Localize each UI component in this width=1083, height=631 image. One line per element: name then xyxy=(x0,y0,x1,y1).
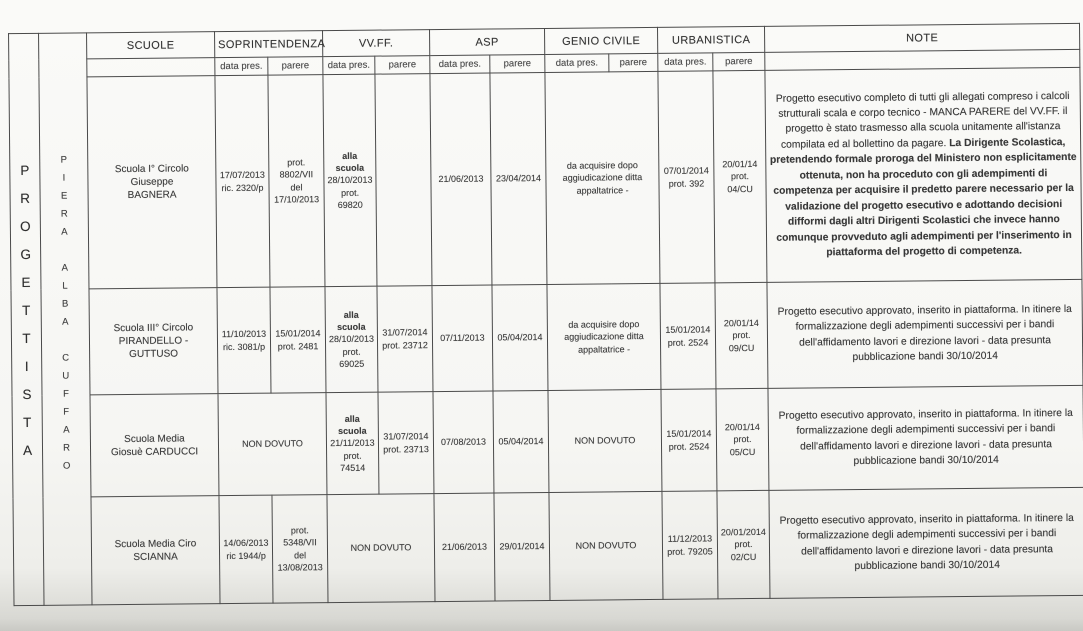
cell-vvff-data-pres: alla scuola 21/11/2013 prot. 74514 xyxy=(326,392,379,494)
header-urbanistica: URBANISTICA xyxy=(657,26,764,53)
cell-sopr-parere: 15/01/2014 prot. 2481 xyxy=(270,287,326,394)
cell-asp-parere: 23/04/2014 xyxy=(490,72,547,285)
table-row xyxy=(11,279,1083,395)
cell-vvff-data-pres: alla scuola 28/10/2013 prot. 69025 xyxy=(325,286,378,392)
cell-vvff-parere: 31/07/2014 prot. 23713 xyxy=(378,392,434,495)
header-genio-civile: GENIO CIVILE xyxy=(545,27,658,54)
cell-urb-parere: 20/01/14 prot. 09/CU xyxy=(715,282,768,388)
cell-genio-civile: da acquisire dopo aggiudicazione ditta appaltatrice - xyxy=(545,71,660,284)
subheader-sopr-data-pres: data pres. xyxy=(215,57,268,76)
cell-asp-data-pres: 07/08/2013 xyxy=(433,391,494,494)
alla-scuola-label: alla scuola xyxy=(337,309,366,333)
cell-genio-civile: da acquisire dopo aggiudicazione ditta appaltatrice - xyxy=(547,283,661,390)
header-vvff: VV.FF. xyxy=(323,30,430,57)
cell-vvff-data-pres: alla scuola 28/10/2013 prot. 69820 xyxy=(323,74,377,286)
header-soprintendenza: SOPRINTENDENZA xyxy=(215,31,323,58)
subheader-genio-data-pres: data pres. xyxy=(545,54,609,73)
cell-school: Scuola I° Circolo Giuseppe BAGNERA xyxy=(87,76,217,289)
cell-sopr-data-pres: 17/07/2013 ric. 2320/p xyxy=(215,75,270,287)
scanned-approvals-table xyxy=(8,23,1083,606)
subheader-asp-parere: parere xyxy=(490,54,545,73)
subheader-vvff-parere: parere xyxy=(375,56,430,75)
cell-sopr-parere: prot. 8802/VII del 17/10/2013 xyxy=(268,75,325,288)
cell-sopr-data-pres: 14/06/2013 ric 1944/p xyxy=(219,495,273,604)
subheader-urb-parere: parere xyxy=(713,52,765,70)
subheader-asp-data-pres: data pres. xyxy=(430,55,490,74)
cell-asp-parere: 05/04/2014 xyxy=(492,284,548,391)
header-note: NOTE xyxy=(765,23,1080,52)
cell-soprintendenza: NON DOVUTO xyxy=(218,393,327,496)
cell-sopr-parere: prot. 5348/VII del 13/08/2013 xyxy=(272,495,328,604)
cell-vvff: NON DOVUTO xyxy=(327,494,435,603)
table-row xyxy=(9,67,1082,289)
table-row xyxy=(12,385,1083,497)
cell-urb-parere: 20/01/14 prot. 05/CU xyxy=(716,388,769,490)
cell-note: Progetto esecutivo completo di tutti gli allegati compreso i calcoli strutturali scala e corpo tecnico - MANCA PARERE del VV.FF. il progetto è stato trasmesso alla scuola unitamente all'istanza compilata ed al bollettino da pagare. La Dirigente Scolastica, pretendendo formale proroga del Ministero non esplicitamente ottenuta, non ha proceduto con gli adempimenti di competenza per acquisire il predetto parere necessario per la validazione del progetto esecutivo e adottando decisioni difformi dagli altri Dirigenti Scolastici che invece hanno comunque provveduto agli adempimenti per l'inserimento in piattaforma del progetto di competenza. xyxy=(765,67,1082,282)
alla-scuola-label: alla scuola xyxy=(335,150,365,174)
alla-scuola-label: alla scuola xyxy=(338,413,367,437)
cell-school: Scuola III° Circolo PIRANDELLO - GUTTUSO xyxy=(89,288,218,395)
cell-vvff-parere: 31/07/2014 prot. 23712 xyxy=(377,286,433,393)
subheader-empty-scuole xyxy=(87,58,215,77)
cell-sopr-data-pres: 11/10/2013 ric. 3081/p xyxy=(217,287,271,394)
cell-urb-data-pres: 15/01/2014 prot. 2524 xyxy=(661,389,717,492)
header-asp: ASP xyxy=(430,28,545,55)
cell-asp-data-pres: 07/11/2013 xyxy=(432,285,493,392)
cell-genio-civile: NON DOVUTO xyxy=(548,389,662,492)
cell-urb-data-pres: 15/01/2014 prot. 2524 xyxy=(660,283,716,390)
cell-school: Scuola Media Giosuè CARDUCCI xyxy=(90,394,219,497)
cell-asp-data-pres: 21/06/2013 xyxy=(430,73,492,286)
cell-vvff-parere xyxy=(375,74,432,287)
cell-school: Scuola Media Ciro SCIANNA xyxy=(91,496,220,605)
designer-name-column xyxy=(39,33,92,605)
cell-asp-data-pres: 21/06/2013 xyxy=(434,493,495,602)
cell-note: Progetto esecutivo approvato, inserito in piattaforma. In itinere la formalizzazione degli adempimenti successivi per i bandi dell'affidamento lavori e direzione lavori - data presunta pubblicazione bandi 30/10/2014 xyxy=(768,385,1083,490)
cell-urb-data-pres: 07/01/2014 prot. 392 xyxy=(658,71,715,284)
cell-urb-parere: 20/01/2014 prot. 02/CU xyxy=(717,490,770,598)
subheader-urb-data-pres: data pres. xyxy=(658,53,713,72)
cell-asp-parere: 29/01/2014 xyxy=(494,492,550,601)
subheader-sopr-parere: parere xyxy=(268,57,323,76)
cell-note: Progetto esecutivo approvato, inserito in piattaforma. In itinere la formalizzazione degli adempimenti successivi per i bandi dell'affidamento lavori e direzione lavori - data presunta pubblicazione bandi 30/10/2014 xyxy=(767,279,1083,388)
approvals-table xyxy=(8,23,1083,606)
header-scuole: SCUOLE xyxy=(87,32,215,59)
designer-name-label: PIERA ALBA CUFFARO xyxy=(58,154,73,479)
subheader-vvff-data-pres: data pres. xyxy=(323,56,375,74)
cell-urb-data-pres: 11/12/2013 prot. 79205 xyxy=(662,491,718,600)
progettista-label: PROGETTISTA xyxy=(17,162,36,472)
subheader-genio-parere: parere xyxy=(609,53,658,71)
cell-urb-parere: 20/01/14 prot. 04/CU xyxy=(713,70,767,282)
table-row xyxy=(13,487,1083,605)
cell-asp-parere: 05/04/2014 xyxy=(493,390,549,493)
cell-note: Progetto esecutivo approvato, inserito in piattaforma. In itinere la formalizzazione degli adempimenti successivi per i bandi dell'affidamento lavori e direzione lavori - data presunta pubblicazione bandi 30/10/2014 xyxy=(769,487,1083,598)
cell-genio-civile: NON DOVUTO xyxy=(549,491,663,600)
